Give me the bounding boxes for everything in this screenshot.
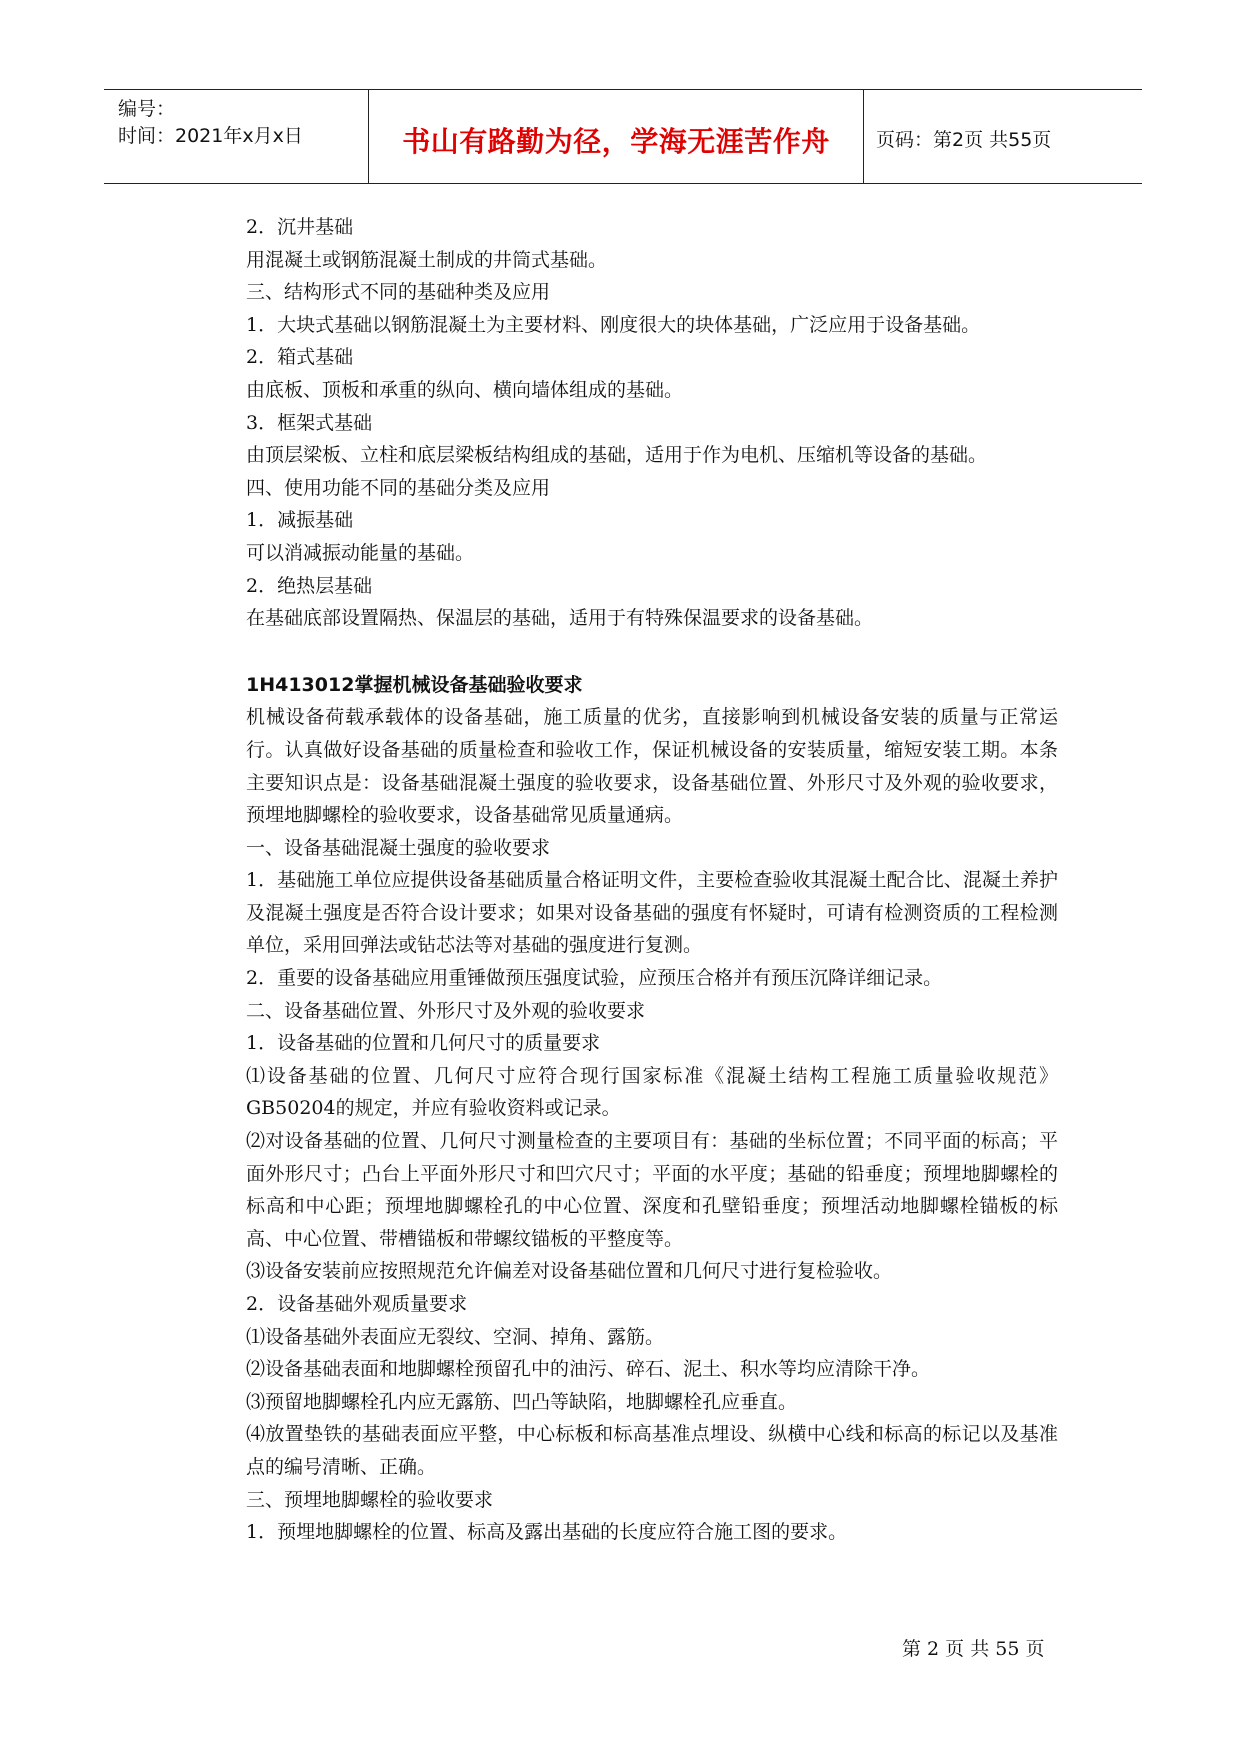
paragraph: 1．大块式基础以钢筋混凝土为主要材料、刚度很大的块体基础，广泛应用于设备基础。 — [246, 313, 981, 336]
section-title: 1H413012掌握机械设备基础验收要求 — [246, 673, 583, 696]
header-page-cell — [864, 90, 1142, 183]
paragraph: 四、使用功能不同的基础分类及应用 — [246, 476, 551, 499]
paragraph: 1．设备基础的位置和几何尺寸的质量要求 — [246, 1032, 601, 1055]
paragraph: 三、结构形式不同的基础种类及应用 — [246, 281, 551, 304]
document-body — [190, 211, 1058, 1549]
header-page-info: 页码：第2页 共55页 — [876, 129, 1052, 151]
header-slogan-cell — [369, 90, 864, 183]
section-gap — [190, 635, 1058, 669]
header-slogan: 书山有路勤为径，学海无涯苦作舟 — [402, 125, 830, 158]
paragraph: 2．绝热层基础 — [246, 574, 373, 597]
paragraph: 2．箱式基础 — [246, 346, 354, 369]
paragraph: 用混凝土或钢筋混凝土制成的井筒式基础。 — [246, 248, 608, 271]
header-meta-cell — [104, 90, 369, 183]
paragraph: 1．基础施工单位应提供设备基础质量合格证明文件，主要检查验收其混凝土配合比、混凝土养护及混凝土强度是否符合设计要求；如果对设备基础的强度有怀疑时，可请有检测资质的工程检测单位，采用回弹法或钻芯法等对基础的强度进行复测。 — [246, 869, 1058, 957]
document-number-label: 编号： — [118, 98, 176, 120]
paragraph: ⑴设备基础的位置、几何尺寸应符合现行国家标准《混凝土结构工程施工质量验收规范》GB50204的规定，并应有验收资料或记录。 — [246, 1064, 1058, 1120]
paragraph: 1．减振基础 — [246, 509, 354, 532]
page-footer: 第 2 页 共 55 页 — [902, 1638, 1045, 1660]
paragraph: ⑵设备基础表面和地脚螺栓预留孔中的油污、碎石、泥土、积水等均应清除干净。 — [246, 1358, 931, 1381]
paragraph: 3．框架式基础 — [246, 411, 373, 434]
paragraph: 2．设备基础外观质量要求 — [246, 1293, 468, 1315]
paragraph: 在基础底部设置隔热、保温层的基础，适用于有特殊保温要求的设备基础。 — [246, 607, 874, 630]
document-time-label: 时间：2021年x月x日 — [118, 125, 303, 147]
paragraph: ⑶预留地脚螺栓孔内应无露筋、凹凸等缺陷，地脚螺栓孔应垂直。 — [246, 1390, 798, 1413]
paragraph: 一、设备基础混凝土强度的验收要求 — [246, 836, 551, 859]
paragraph: 机械设备荷载承载体的设备基础，施工质量的优劣，直接影响到机械设备安装的质量与正常运行。认真做好设备基础的质量检查和验收工作，保证机械设备的安装质量，缩短安装工期。本条主要知识点是：设备基础混凝土强度的验收要求，设备基础位置、外形尺寸及外观的验收要求，预埋地脚螺栓的验收要求，设备基础常见质量通病。 — [246, 706, 1058, 827]
paragraph: 二、设备基础位置、外形尺寸及外观的验收要求 — [246, 999, 646, 1022]
paragraph: 三、预埋地脚螺栓的验收要求 — [246, 1488, 494, 1511]
paragraph: ⑶设备安装前应按照规范允许偏差对设备基础位置和几何尺寸进行复检验收。 — [246, 1260, 893, 1283]
page-header — [104, 89, 1142, 184]
paragraph: 可以消减振动能量的基础。 — [246, 541, 475, 564]
paragraph: ⑴设备基础外表面应无裂纹、空洞、掉角、露筋。 — [246, 1325, 665, 1348]
paragraph: 2．沉井基础 — [246, 216, 354, 238]
paragraph: ⑵对设备基础的位置、几何尺寸测量检查的主要项目有：基础的坐标位置；不同平面的标高；平面外形尺寸；凸台上平面外形尺寸和凹穴尺寸；平面的水平度；基础的铅垂度；预埋地脚螺栓的标高和中心距；预埋地脚螺栓孔的中心位置、深度和孔壁铅垂度；预埋活动地脚螺栓锚板的标高、中心位置、带槽锚板和带螺纹锚板的平整度等。 — [246, 1130, 1058, 1250]
paragraph: 由底板、顶板和承重的纵向、横向墙体组成的基础。 — [246, 378, 684, 401]
paragraph: 由顶层梁板、立柱和底层梁板结构组成的基础，适用于作为电机、压缩机等设备的基础。 — [246, 444, 988, 467]
paragraph: 2．重要的设备基础应用重锤做预压强度试验，应预压合格并有预压沉降详细记录。 — [246, 967, 943, 990]
paragraph: 1．预埋地脚螺栓的位置、标高及露出基础的长度应符合施工图的要求。 — [246, 1521, 848, 1544]
paragraph: ⑷放置垫铁的基础表面应平整，中心标板和标高基准点埋设、纵横中心线和标高的标记以及基准点的编号清晰、正确。 — [246, 1423, 1058, 1478]
